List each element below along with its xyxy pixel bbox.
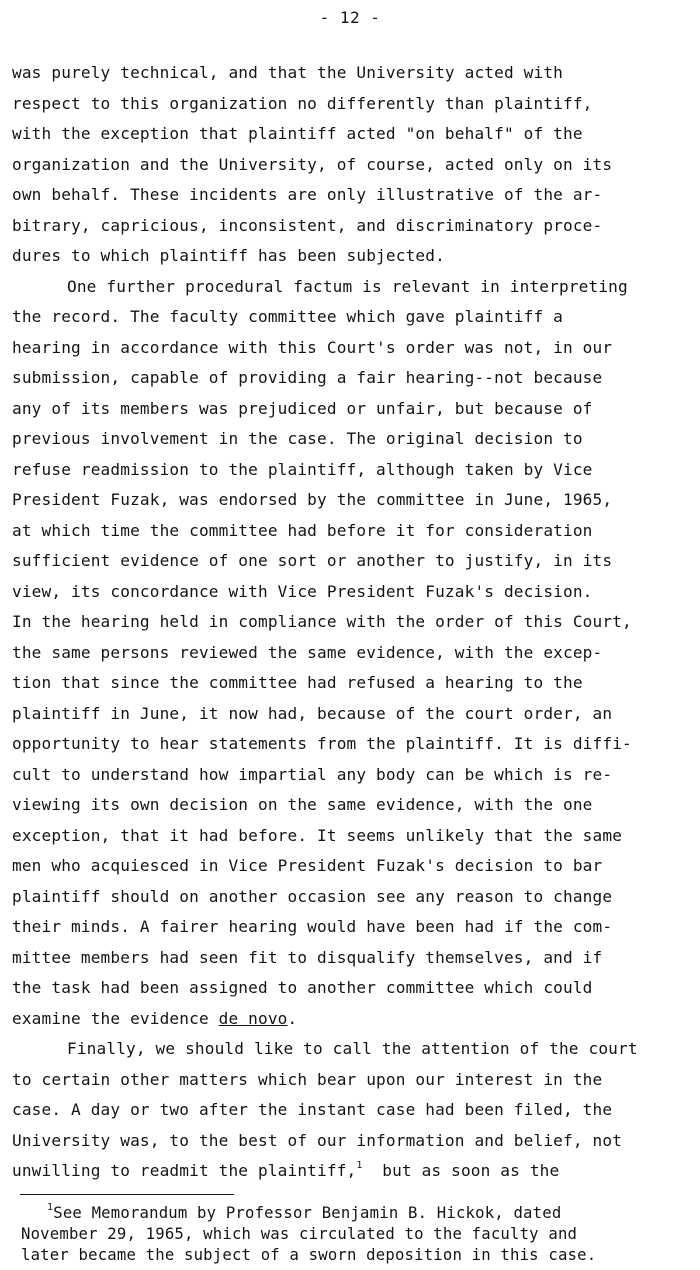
text-line: their minds. A fairer hearing would have been had if the com- xyxy=(12,917,613,936)
text-line-last xyxy=(12,1004,692,1035)
text-line: plaintiff should on another occasion see any reason to change xyxy=(12,886,613,906)
text-line: cult to understand how impartial any body can be which is re- xyxy=(12,764,613,784)
footnote-text: See Memorandum by Professor Benjamin B. Hickok, dated xyxy=(53,1204,562,1222)
text-line-last xyxy=(12,1156,692,1187)
text-line: refuse readmission to the plaintiff, although taken by Vice xyxy=(12,459,593,479)
text-line: tion that since the committee had refused a hearing to the xyxy=(12,673,583,692)
text-line: previous involvement in the case. The original decision to xyxy=(12,429,583,448)
page-number: - 12 - xyxy=(319,8,381,27)
text-line: mittee members had seen fit to disqualify themselves, and if xyxy=(12,947,603,967)
text-line: hearing in accordance with this Court's order was not, in our xyxy=(12,337,613,357)
footnote-reference: 1 xyxy=(356,1160,363,1171)
text-line: organization and the University, of course, acted only on its xyxy=(12,154,613,174)
footnote-marker: 1 xyxy=(47,1202,54,1213)
text-line: any of its members was prejudiced or unfair, but because of xyxy=(12,398,593,418)
text-line: the task had been assigned to another committee which could xyxy=(12,978,593,997)
text-line: with the exception that plaintiff acted "on behalf" of the xyxy=(12,124,583,143)
text-line: the record. The faculty committee which gave plaintiff a xyxy=(12,307,563,326)
text-line: University was, to the best of our information and belief, not xyxy=(12,1130,623,1150)
text-line: President Fuzak, was endorsed by the committee in June, 1965, xyxy=(12,490,613,509)
latin-term: de novo xyxy=(218,1008,288,1028)
text-line: respect to this organization no differently than plaintiff, xyxy=(12,93,593,113)
text-fragment: examine the evidence xyxy=(12,1008,219,1028)
text-line: exception, that it had before. It seems unlikely that the same xyxy=(12,825,623,845)
footnote-line: November 29, 1965, which was circulated to the faculty and xyxy=(21,1225,578,1243)
footnote-line xyxy=(21,1203,693,1224)
text-fragment: but as soon as the xyxy=(362,1161,560,1180)
text-line: the same persons reviewed the same evidence, with the excep- xyxy=(12,642,603,662)
footnote-line: later became the subject of a sworn deposition in this case. xyxy=(21,1246,597,1264)
paragraph-continuation xyxy=(12,58,692,272)
footnote xyxy=(21,1203,693,1266)
text-line: own behalf. These incidents are only illustrative of the ar- xyxy=(12,185,603,204)
text-line: men who acquiesced in Vice President Fuzak's decision to bar xyxy=(12,856,603,875)
text-fragment: unwilling to readmit the plaintiff, xyxy=(12,1161,357,1180)
text-line: case. A day or two after the instant case had been filed, the xyxy=(12,1100,613,1119)
text-line: was purely technical, and that the University acted with xyxy=(12,63,563,82)
text-line: Finally, we should like to call the attention of the court xyxy=(67,1039,638,1058)
text-line: to certain other matters which bear upon our interest in the xyxy=(12,1069,603,1089)
text-line: In the hearing held in compliance with the order of this Court, xyxy=(12,612,632,631)
text-line: view, its concordance with Vice President Fuzak's decision. xyxy=(12,581,593,601)
paragraph-procedural-factum xyxy=(12,272,692,1035)
text-line: submission, capable of providing a fair hearing--not because xyxy=(12,368,603,387)
body-text xyxy=(12,58,692,1187)
text-line: at which time the committee had before it for consideration xyxy=(12,520,593,540)
text-line: One further procedural factum is relevant in interpreting xyxy=(67,276,628,296)
footnote-divider xyxy=(20,1194,234,1195)
text-line: viewing its own decision on the same evidence, with the one xyxy=(12,795,593,814)
text-line: bitrary, capricious, inconsistent, and discriminatory proce- xyxy=(12,215,603,235)
text-fragment: . xyxy=(287,1008,298,1028)
text-line: plaintiff in June, it now had, because of the court order, an xyxy=(12,703,613,723)
paragraph-other-matters xyxy=(12,1034,692,1187)
text-line: sufficient evidence of one sort or another to justify, in its xyxy=(12,551,613,570)
text-line: dures to which plaintiff has been subjected. xyxy=(12,246,445,265)
text-line: opportunity to hear statements from the plaintiff. It is diffi- xyxy=(12,734,632,753)
